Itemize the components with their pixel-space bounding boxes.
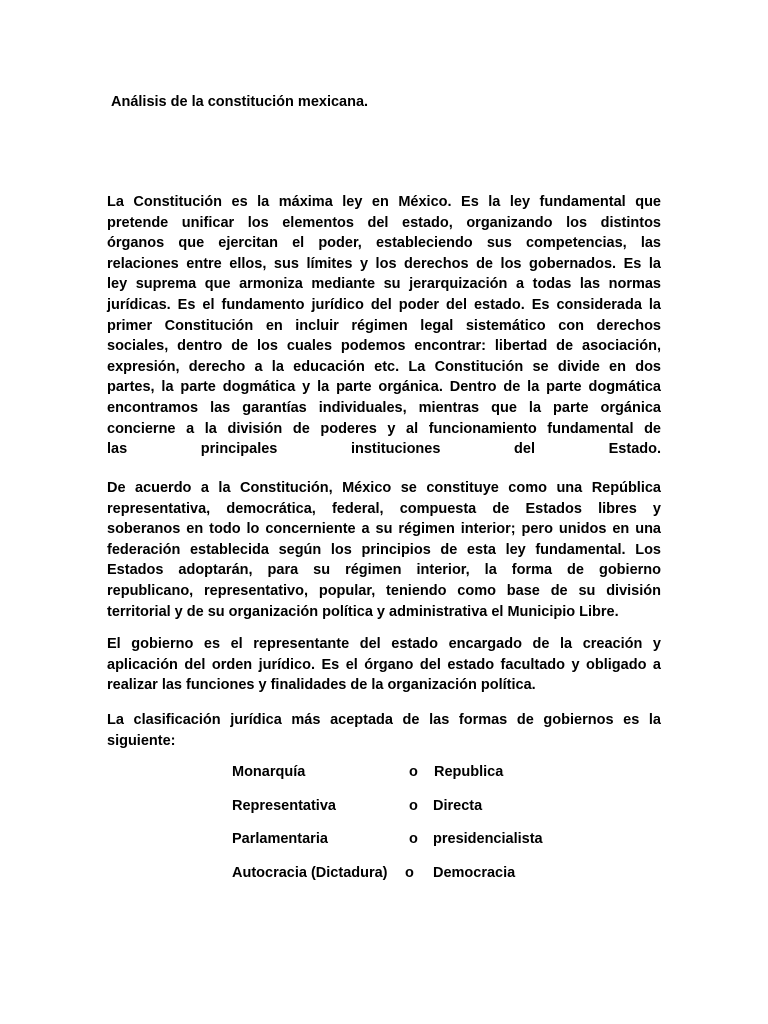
paragraph-line: republicano, representativo, popular, teniendo como base de su división — [107, 582, 661, 599]
document-title: Análisis de la constitución mexicana. — [111, 94, 369, 110]
paragraph-line: expresión, derecho a la educación etc. La Constitución se divide en dos — [107, 358, 661, 375]
paragraph-constitution-definition — [107, 192, 661, 460]
classification-left: Representativa — [232, 797, 336, 814]
classification-separator: o — [409, 831, 418, 847]
paragraph-line: soberanos en todo lo concerniente a su régimen interior; pero unidos en una — [107, 521, 661, 538]
paragraph-line: La Constitución es la máxima ley en México. Es la ley fundamental que — [107, 194, 661, 210]
classification-left: Autocracia (Dictadura) — [232, 864, 388, 881]
paragraph-line: órganos que ejercitan el poder, estableciendo sus competencias, las — [107, 235, 661, 252]
paragraph-line: sociales, dentro de los cuales podemos encontrar: libertad de asociación, — [107, 338, 661, 355]
paragraph-classification-intro — [107, 710, 661, 751]
paragraph-line: ley suprema que armoniza mediante su jerarquización a todas las normas — [107, 276, 661, 293]
paragraph-line: jurídicas. Es el fundamento jurídico del poder del estado. Es considerada la — [107, 296, 661, 313]
paragraph-line: De acuerdo a la Constitución, México se constituye como una República — [107, 480, 661, 496]
paragraph-line: representativa, democrática, federal, compuesta de Estados libres y — [107, 500, 661, 517]
paragraph-line: partes, la parte dogmática y la parte orgánica. Dentro de la parte dogmática — [107, 379, 661, 396]
paragraph-line: primer Constitución en incluir régimen legal sistemático con derechos — [107, 317, 661, 334]
classification-left: Monarquía — [232, 764, 306, 780]
paragraph-line: aplicación del orden jurídico. Es el órgano del estado facultado y obligado a — [107, 656, 661, 673]
classification-right: presidencialista — [433, 831, 543, 847]
classification-separator: o — [405, 864, 414, 881]
classification-right: Democracia — [433, 864, 516, 881]
classification-right: Republica — [434, 764, 504, 780]
paragraph-line: territorial y de su organización política y administrativa el Municipio Libre. — [107, 603, 619, 620]
classification-right: Directa — [433, 797, 483, 814]
paragraph-line: federación establecida según los principios de esta ley fundamental. Los — [107, 541, 661, 558]
paragraph-line: encontramos las garantías individuales, mientras que la parte orgánica — [107, 399, 661, 416]
paragraph-line: las principales instituciones del Estado. — [107, 441, 661, 458]
classification-separator: o — [409, 797, 418, 814]
paragraph-line: El gobierno es el representante del estado encargado de la creación y — [107, 636, 661, 652]
paragraph-line: siguiente: — [107, 732, 176, 749]
paragraph-line: concierne a la división de poderes y al funcionamiento fundamental de — [107, 420, 661, 437]
paragraph-line: relaciones entre ellos, sus límites y los derechos de los gobernados. Es la — [107, 255, 661, 272]
paragraph-federal-republic — [107, 478, 661, 622]
classification-separator: o — [409, 764, 418, 780]
paragraph-line: Estados adoptarán, para su régimen interior, la forma de gobierno — [107, 562, 661, 579]
paragraph-line: La clasificación jurídica más aceptada de las formas de gobiernos es la — [107, 712, 661, 728]
paragraph-line: pretende unificar los elementos del estado, organizando los distintos — [107, 214, 661, 231]
classification-left: Parlamentaria — [232, 831, 328, 847]
paragraph-line: realizar las funciones y finalidades de la organización política. — [107, 677, 536, 694]
paragraph-government — [107, 634, 661, 696]
